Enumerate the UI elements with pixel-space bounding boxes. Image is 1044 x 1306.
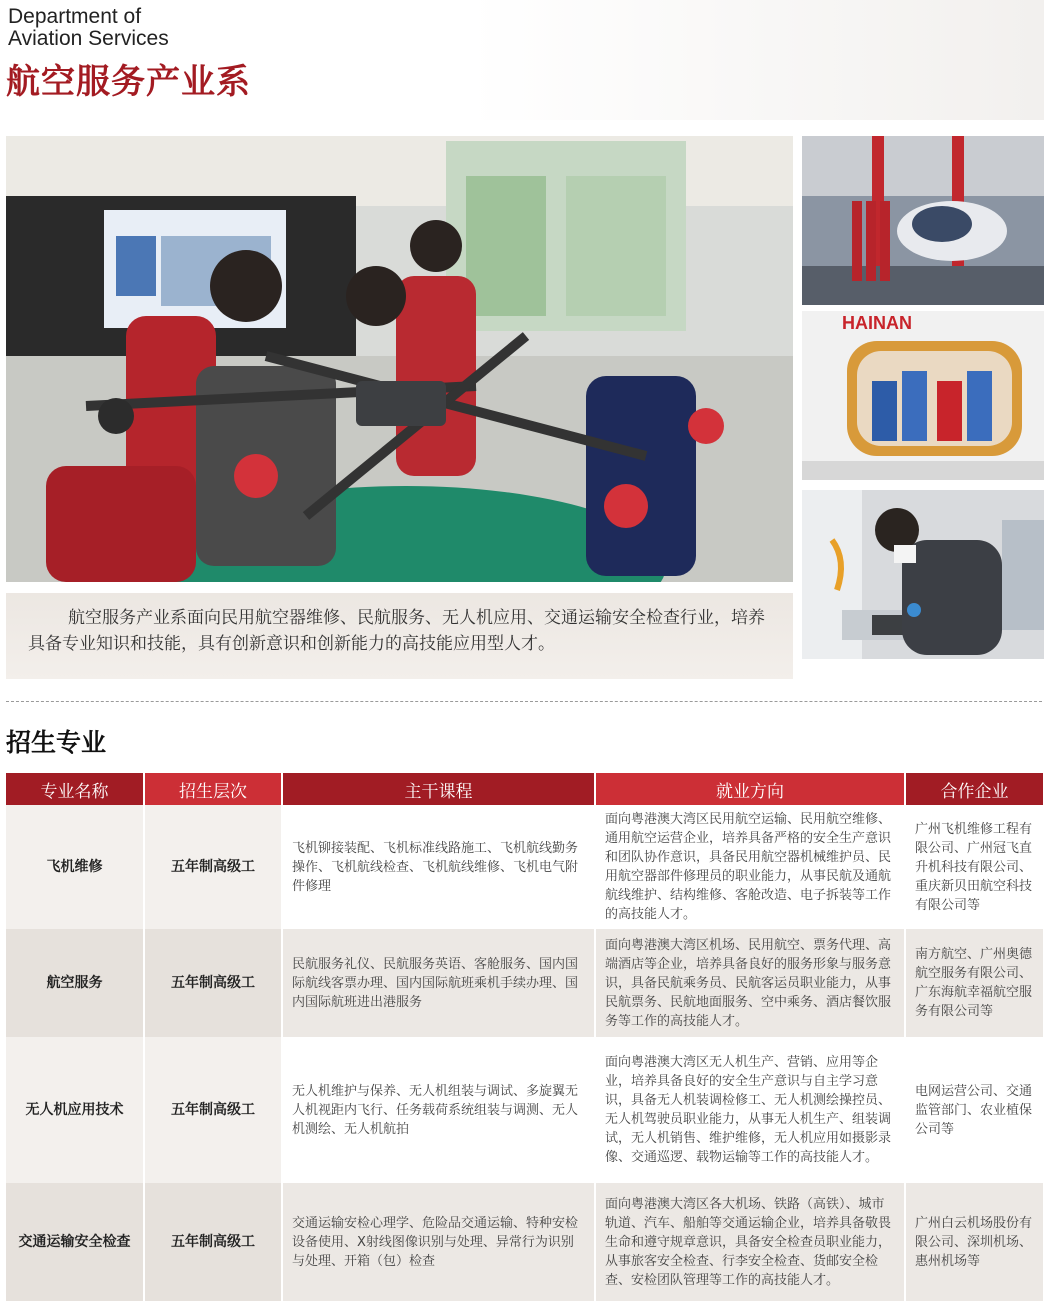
major-partners: 广州飞机维修工程有限公司、广州冠飞直升机科技有限公司、重庆新贝田航空科技有限公司等 [905,805,1044,929]
table-row [6,805,1044,929]
major-career: 面向粤港澳大湾区各大机场、铁路（高铁）、城市轨道、汽车、船舶等交通运输企业，培养具备敬畏生命和遵守规章意识，具备安全检查员职业能力，从事旅客安全检查、行李安全检查、货邮安全检查、安检团队管理等工作的高技能人才。 [595,1183,905,1301]
intro-box [6,593,793,679]
major-level: 五年制高级工 [144,1037,282,1183]
helicopter-photo [802,136,1044,305]
table-header-row [6,773,1044,805]
major-level: 五年制高级工 [144,929,282,1037]
major-name: 交通运输安全检查 [6,1183,144,1301]
table-row [6,929,1044,1037]
major-career: 面向粤港澳大湾区机场、民用航空、票务代理、高端酒店等企业，培养具备良好的服务形象与服务意识，具备民航乘务员、民航客运员职业能力，从事民航票务、民航地面服务、空中乘务、酒店餐饮服务等工作的高技能人才。 [595,929,905,1037]
header-level: 招生层次 [144,773,282,805]
svg-text:HAINAN: HAINAN [842,313,912,333]
major-courses: 交通运输安检心理学、危险品交通运输、特种安检设备使用、X射线图像识别与处理、异常行为识别与处理、开箱（包）检查 [282,1183,595,1301]
major-partners: 电网运营公司、交通监管部门、农业植保公司等 [905,1037,1044,1183]
header-courses: 主干课程 [282,773,595,805]
major-courses: 无人机维护与保养、无人机组装与调试、多旋翼无人机视距内飞行、任务载荷系统组装与调测、无人机测绘、无人机航拍 [282,1037,595,1183]
major-partners: 广州白云机场股份有限公司、深圳机场、惠州机场等 [905,1183,1044,1301]
section-title: 招生专业 [6,728,107,757]
table-row [6,1183,1044,1301]
major-level: 五年制高级工 [144,805,282,929]
header-partners: 合作企业 [905,773,1044,805]
header-major-name: 专业名称 [6,773,144,805]
major-partners: 南方航空、广州奥德航空服务有限公司、广东海航幸福航空服务有限公司等 [905,929,1044,1037]
header-career: 就业方向 [595,773,905,805]
dashed-divider [6,701,1042,702]
table-row [6,1037,1044,1183]
header [0,0,1044,120]
department-title-cn: 航空服务产业系 [6,62,251,102]
maintenance-photo [802,490,1044,659]
major-career: 面向粤港澳大湾区民用航空运输、民用航空维修、通用航空运营企业，培养具备严格的安全生产意识和团队协作意识，具备民用航空器机械维护员、民用航空器部件修理员的职业能力，从事民航及通航航线维护、结构维修、客舱改造、电子拆装等工作的高技能人才。 [595,805,905,929]
cabin-crew-photo [802,311,1044,480]
majors-table [6,773,1044,1301]
major-name: 飞机维修 [6,805,144,929]
department-title-en: Department of Aviation Services [8,5,169,50]
classroom-photo [6,136,793,582]
major-name: 无人机应用技术 [6,1037,144,1183]
major-career: 面向粤港澳大湾区无人机生产、营销、应用等企业，培养具备良好的安全生产意识与自主学习意识，具备无人机装调检修工、无人机测绘操控员、无人机驾驶员职业能力，从事无人机生产、组装调试，无人机销售、维护维修，无人机应用如摄影录像、交通巡逻、载物运输等工作的高技能人才。 [595,1037,905,1183]
major-courses: 飞机铆接装配、飞机标准线路施工、飞机航线勤务操作、飞机航线检查、飞机航线维修、飞机电气附件修理 [282,805,595,929]
major-level: 五年制高级工 [144,1183,282,1301]
intro-text: 航空服务产业系面向民用航空器维修、民航服务、无人机应用、交通运输安全检查行业，培养具备专业知识和技能，具有创新意识和创新能力的高技能应用型人才。 [28,608,765,654]
major-name: 航空服务 [6,929,144,1037]
major-courses: 民航服务礼仪、民航服务英语、客舱服务、国内国际航线客票办理、国内国际航班乘机手续办理、国内国际航班进出港服务 [282,929,595,1037]
